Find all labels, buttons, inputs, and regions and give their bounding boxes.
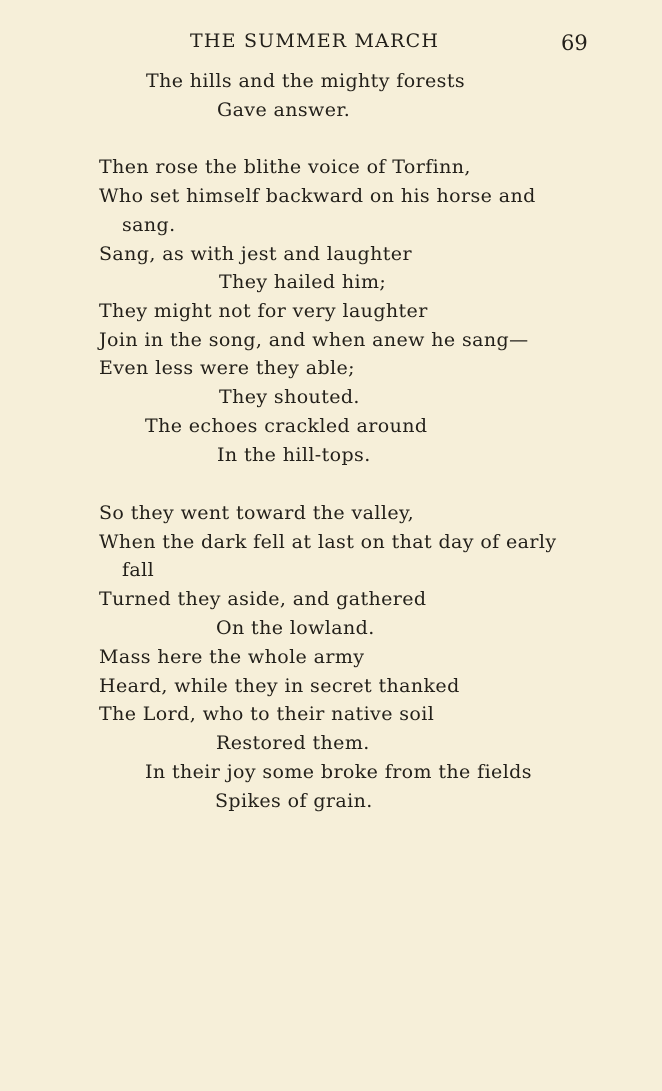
page-number: 69: [561, 31, 588, 55]
running-title: THE SUMMER MARCH: [190, 30, 440, 52]
poem-line: Even less were they able;: [99, 357, 355, 379]
poem-line: sang.: [122, 214, 176, 236]
poem-line: Join in the song, and when anew he sang—: [99, 329, 529, 351]
poem-line: They shouted.: [219, 386, 360, 408]
poem-line: Restored them.: [216, 732, 370, 754]
poem-line: Gave answer.: [217, 99, 351, 121]
poem-line: Who set himself backward on his horse and: [99, 185, 536, 207]
poem-line: The echoes crackled around: [145, 415, 428, 437]
poem-line: The hills and the mighty forests: [146, 70, 466, 92]
poem-line: Spikes of grain.: [215, 790, 373, 812]
poem-line: Sang, as with jest and laughter: [99, 243, 412, 265]
poem-line: When the dark fell at last on that day of early: [99, 531, 557, 553]
poem-line: fall: [122, 559, 155, 581]
poem-line: They might not for very laughter: [99, 300, 428, 322]
poem-line: Heard, while they in secret thanked: [99, 675, 460, 697]
poem-line: In the hill-tops.: [217, 444, 371, 466]
poem-line: On the lowland.: [216, 617, 375, 639]
poem-line: Then rose the blithe voice of Torfinn,: [99, 156, 471, 178]
poem-line: The Lord, who to their native soil: [99, 703, 435, 725]
poem-line: In their joy some broke from the fields: [145, 761, 532, 783]
poem-line: They hailed him;: [219, 271, 387, 293]
poem-line: So they went toward the valley,: [99, 502, 415, 524]
poem-line: Turned they aside, and gathered: [99, 588, 427, 610]
poem-line: Mass here the whole army: [99, 646, 365, 668]
